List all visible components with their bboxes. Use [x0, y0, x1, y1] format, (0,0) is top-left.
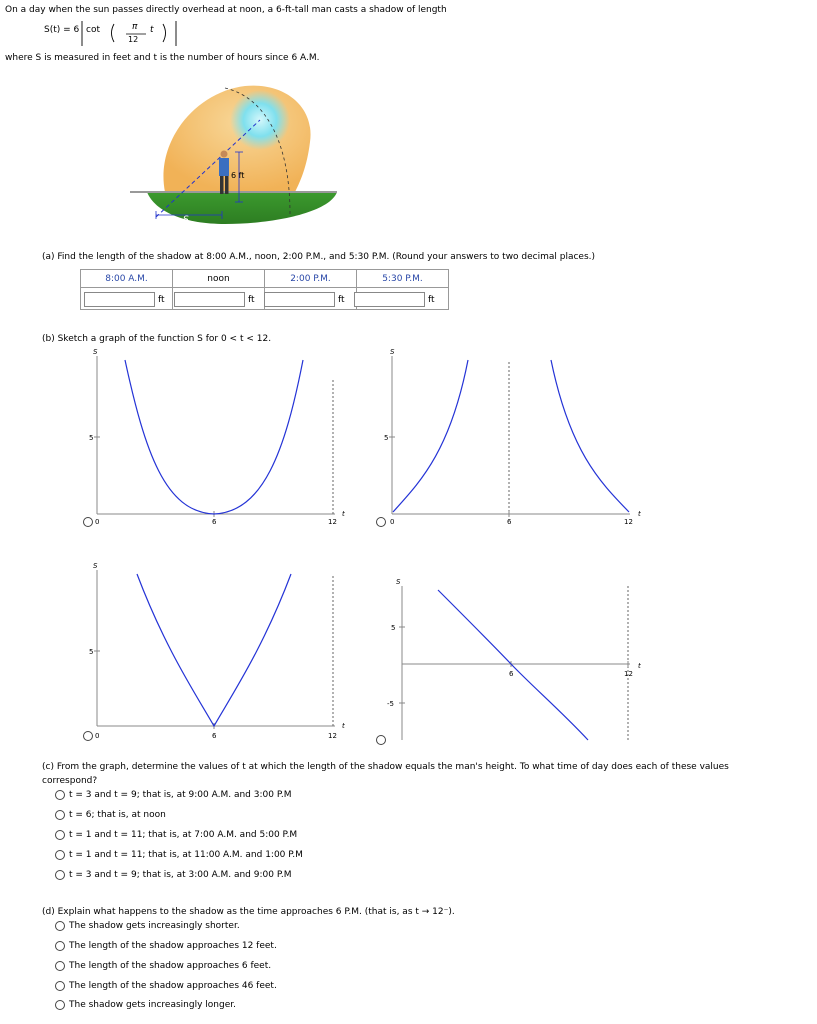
- g4-xlabel: t: [638, 662, 641, 670]
- part-b-prompt: (b) Sketch a graph of the function S for 0 < t < 12.: [42, 334, 272, 344]
- part-d-option-3-radio[interactable]: [55, 961, 65, 971]
- graph-3: [85, 558, 350, 738]
- g1-xtick-12: 12: [328, 518, 337, 526]
- formula-pi: π: [132, 22, 138, 32]
- graph-1-radio[interactable]: [83, 517, 93, 527]
- input-2pm[interactable]: [264, 292, 335, 307]
- part-d-option-1-radio[interactable]: [55, 921, 65, 931]
- unit-noon: ft: [248, 295, 255, 305]
- graph-2-radio[interactable]: [376, 517, 386, 527]
- g2-xtick-12: 12: [624, 518, 633, 526]
- sun-illustration: [125, 72, 340, 227]
- shadow-label: S: [183, 215, 189, 225]
- graph-2: [380, 342, 655, 527]
- part-c-option-3-radio[interactable]: [55, 830, 65, 840]
- input-8am[interactable]: [84, 292, 155, 307]
- input-530pm[interactable]: [354, 292, 425, 307]
- g1-xtick-0: 0: [95, 518, 100, 526]
- g2-ytick: 5: [384, 434, 389, 442]
- g1-ylabel: S: [93, 348, 98, 356]
- part-a-prompt: (a) Find the length of the shadow at 8:00 A.M., noon, 2:00 P.M., and 5:30 P.M. (Round your answers to two decimal places.): [42, 252, 596, 262]
- part-c-option-2: t = 6; that is, at noon: [69, 810, 166, 820]
- g1-curve: [125, 360, 303, 514]
- g3-xlabel: t: [342, 722, 345, 730]
- part-c-option-4: t = 1 and t = 11; that is, at 11:00 A.M. and 1:00 P.M: [69, 850, 303, 860]
- formula-t: t: [150, 25, 154, 35]
- col-header-8am: 8:00 A.M.: [81, 270, 173, 288]
- graph-4: [380, 572, 655, 744]
- g4-xtick-12: 12: [624, 670, 633, 678]
- formula-cot: cot: [86, 25, 100, 35]
- g1-ytick: 5: [89, 434, 94, 442]
- input-noon[interactable]: [174, 292, 245, 307]
- unit-8am: ft: [158, 295, 165, 305]
- part-d-option-4: The length of the shadow approaches 46 feet.: [69, 981, 277, 991]
- g2-curve-right: [551, 360, 629, 512]
- formula-12: 12: [128, 35, 139, 44]
- part-c-option-5: t = 3 and t = 9; that is, at 3:00 A.M. and 9:00 P.M: [69, 870, 292, 880]
- g1-xlabel: t: [342, 510, 345, 518]
- col-header-2pm: 2:00 P.M.: [265, 270, 357, 288]
- g3-xtick-6: 6: [212, 732, 217, 738]
- g3-ytick: 5: [89, 648, 94, 656]
- g4-ytick-neg: -5: [387, 700, 394, 708]
- part-d-option-3: The length of the shadow approaches 6 feet.: [69, 961, 272, 971]
- col-header-noon: noon: [173, 270, 265, 288]
- g3-ylabel: S: [93, 562, 98, 570]
- g3-xtick-12: 12: [328, 732, 337, 738]
- part-d-option-2: The length of the shadow approaches 12 feet.: [69, 941, 277, 951]
- g1-xtick-6: 6: [212, 518, 217, 526]
- part-c-prompt-2: correspond?: [42, 776, 98, 786]
- part-c-option-4-radio[interactable]: [55, 850, 65, 860]
- g2-xtick-0: 0: [390, 518, 395, 526]
- part-c-option-1: t = 3 and t = 9; that is, at 9:00 A.M. and 3:00 P.M: [69, 790, 292, 800]
- g2-xtick-6: 6: [507, 518, 512, 526]
- graph-1: [85, 342, 350, 527]
- ground: [147, 192, 337, 224]
- part-c-option-3: t = 1 and t = 11; that is, at 7:00 A.M. and 5:00 P.M: [69, 830, 298, 840]
- part-d-option-5-radio[interactable]: [55, 1000, 65, 1010]
- part-c-prompt: (c) From the graph, determine the values of t at which the length of the shadow equals the man's height. To what time of day does each of these values: [42, 762, 729, 772]
- height-label: 6 ft: [231, 171, 245, 180]
- g2-curve-left: [393, 360, 468, 512]
- formula-lhs: S(t) = 6: [44, 25, 80, 35]
- g4-xtick-6: 6: [509, 670, 514, 678]
- part-c-option-1-radio[interactable]: [55, 790, 65, 800]
- part-c-option-2-radio[interactable]: [55, 810, 65, 820]
- graph-3-radio[interactable]: [83, 731, 93, 741]
- part-d-prompt: (d) Explain what happens to the shadow as the time approaches 6 P.M. (that is, as t → 12⁻).: [42, 907, 455, 917]
- col-header-530pm: 5:30 P.M.: [357, 270, 449, 288]
- unit-2pm: ft: [338, 295, 345, 305]
- g4-curve: [438, 590, 588, 740]
- g3-xtick-0: 0: [95, 732, 100, 738]
- g4-ytick-pos: 5: [391, 624, 396, 632]
- g2-ylabel: S: [390, 348, 395, 356]
- part-d-option-2-radio[interactable]: [55, 941, 65, 951]
- g2-xlabel: t: [638, 510, 641, 518]
- part-c-option-5-radio[interactable]: [55, 870, 65, 880]
- intro-text: On a day when the sun passes directly overhead at noon, a 6-ft-tall man casts a shadow of length: [5, 5, 447, 15]
- intro-where: where S is measured in feet and t is the number of hours since 6 A.M.: [5, 53, 320, 63]
- graph-4-radio[interactable]: [376, 735, 386, 745]
- unit-530pm: ft: [428, 295, 435, 305]
- part-d-option-4-radio[interactable]: [55, 981, 65, 991]
- g4-ylabel: S: [396, 578, 401, 586]
- part-d-option-1: The shadow gets increasingly shorter.: [69, 921, 240, 931]
- g3-curve: [137, 574, 291, 726]
- part-d-option-5: The shadow gets increasingly longer.: [69, 1000, 236, 1010]
